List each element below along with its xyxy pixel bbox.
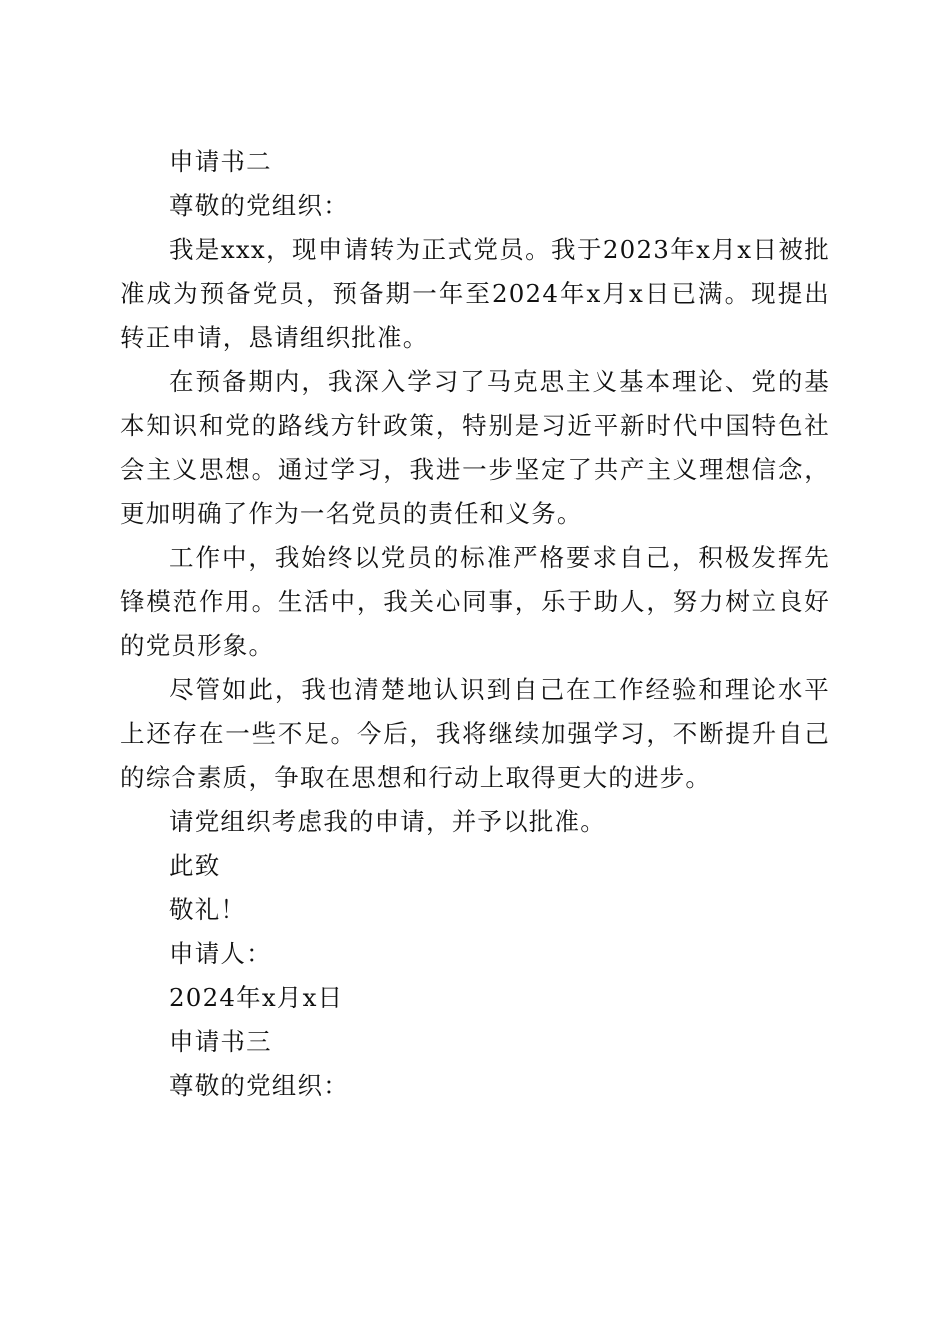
section-title: 申请书二: [169, 147, 272, 176]
applicant-label: 申请人：: [169, 939, 272, 968]
date-line: 2024年x月x日: [169, 983, 344, 1012]
body-paragraph: 在预备期内，我深入学习了马克思主义基本理论、党的基本知识和党的路线方针政策，特别是习近平新时代中国特色社会主义思想。通过学习，我进一步坚定了共产主义理想信念，更加明确了作为一名党员的责任和义务。: [120, 367, 830, 528]
body-paragraph: 尽管如此，我也清楚地认识到自己在工作经验和理论水平上还存在一些不足。今后，我将继续加强学习，不断提升自己的综合素质，争取在思想和行动上取得更大的进步。: [120, 675, 830, 792]
salutation: 尊敬的党组织：: [169, 1071, 349, 1100]
closing-regards: 敬礼！: [169, 895, 247, 924]
body-paragraph: 工作中，我始终以党员的标准严格要求自己，积极发挥先锋模范作用。生活中，我关心同事，乐于助人，努力树立良好的党员形象。: [120, 543, 830, 660]
closing-request: 请党组织考虑我的申请，并予以批准。: [169, 807, 606, 836]
section-title: 申请书三: [169, 1027, 272, 1056]
salutation: 尊敬的党组织：: [169, 191, 349, 220]
document-body: [120, 140, 830, 1108]
closing-phrase: 此致: [169, 851, 221, 880]
body-paragraph: 我是xxx，现申请转为正式党员。我于2023年x月x日被批准成为预备党员，预备期一年至2024年x月x日已满。现提出转正申请，恳请组织批准。: [120, 235, 830, 352]
